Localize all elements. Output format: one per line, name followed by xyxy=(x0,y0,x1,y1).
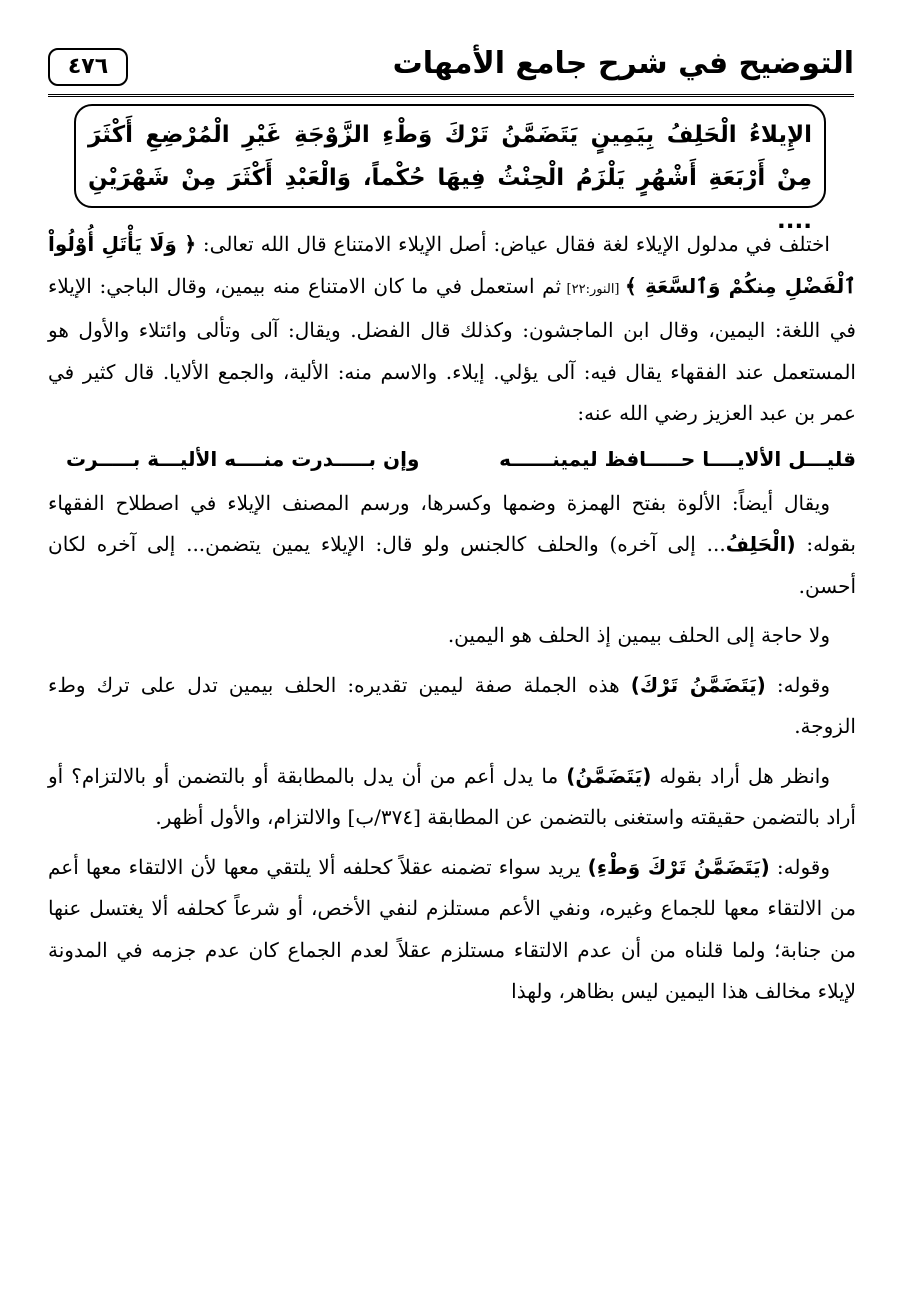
paragraph-2-text-b: ... إلى آخره) والحلف كالجنس ولو قال: الإيلاء يمين يتضمن... إلى آخره لكان أحسن. xyxy=(48,532,856,598)
matn-text: الإِيلاءُ الْحَلِفُ بِيَمِينٍ يَتَضَمَّنُ تَرْكَ وَطْءِ الزَّوْجَةِ غَيْرِ الْمُرْضِعِ أَكْثَرَ مِنْ أَرْبَعَةِ أَشْهُرٍ يَلْزَمُ الْحِنْثُ فِيهَا حُكْماً، وَالْعَبْدِ أَكْثَرَ مِنْ شَهْرَيْنِ .... xyxy=(88,122,812,234)
paragraph-2-quote: (الْحَلِفُ xyxy=(725,532,796,556)
paragraph-2-text-a: ويقال أيضاً: الألوة بفتح الهمزة وضمها وكسرها، ورسم المصنف الإيلاء في اصطلاح الفقهاء بقوله: xyxy=(48,490,856,556)
paragraph-4 xyxy=(48,665,856,748)
paragraph-1-text-a: اختلف في مدلول الإيلاء لغة فقال عياض: أصل الإيلاء الامتناع قال الله تعالى: xyxy=(196,232,830,256)
verse-first-hemistich: قليـــل الألايــــا حـــــافظ ليمينــــــه xyxy=(499,446,856,471)
paragraph-4-text-a: وقوله: xyxy=(765,672,830,697)
paragraph-6-text-b: يريد سواء تضمنه عقلاً كحلفه ألا يلتقي معها لأن الالتقاء معها أعم من الالتقاء معها للجماع وغيره، ونفي الأعم مستلزم لنفي الأخص، أو شرعاً كحلفه ألا يغتسل عنها من جنابة؛ ولما قلناه من أن عدم الالتقاء مستلزم عقلاً لعدم الجماع كان عدم جزمه في المدونة لإيلاء مخالف هذا اليمين ليس بظاهر، ولهذا xyxy=(48,854,856,1003)
paragraph-3: ولا حاجة إلى الحلف بيمين إذ الحلف هو اليمين. xyxy=(447,623,830,647)
matn-box xyxy=(74,104,826,234)
running-title: التوضيح في شرح جامع الأمهات xyxy=(392,46,854,81)
paragraph-4-text-b: هذه الجملة صفة ليمين تقديره: الحلف بيمين تدل على ترك وطء الزوجة. xyxy=(48,672,856,738)
paragraph-6 xyxy=(48,847,856,1013)
paragraph-1 xyxy=(48,224,856,435)
paragraph-5-quote: (يَتَضَمَّنُ) xyxy=(566,763,652,788)
paragraph-6-quote: (يَتَضَمَّنُ تَرْكَ وَطْءِ) xyxy=(587,854,770,879)
page-number: ٤٧٦ xyxy=(48,48,128,86)
paragraph-4-quote: (يَتَضَمَّنُ تَرْكَ) xyxy=(630,672,766,697)
paragraph-1-text-b: ثم استعمل في ما كان الامتناع منه بيمين، وقال الباجي: الإيلاء في اللغة: اليمين، وقال ابن الماجشون: وكذلك قال الفضل. ويقال: آلى وتألى وائتلاء والأول هو المستعمل عند الفقهاء يقال فيه: آلى يؤلي. إيلاء. والاسم منه: الألية، والجمع الألايا. قال كثير في عمر بن عبد العزيز رضي الله عنه: xyxy=(48,273,856,425)
paragraph-5 xyxy=(48,756,856,839)
verse-second-hemistich: وإن بـــــدرت منــــه الأليـــة بـــــرت xyxy=(66,446,420,471)
paragraph-5-text-b: ما يدل أعم من أن يدل بالمطابقة أو بالتضمن أو بالالتزام؟ أو أراد بالتضمن حقيقته واستغنى بالتضمن عن المطابقة [٣٧٤/ب] والالتزام، والأول أظهر. xyxy=(48,763,856,829)
commentary-body xyxy=(48,224,856,1013)
quran-verse: ﴿ وَلَا يَأْتَلِ أُوْلُواْ ٱلْفَضْلِ مِنكُمْ وَٱلسَّعَةِ ﴾ xyxy=(48,232,856,298)
poetry-verse xyxy=(48,437,856,481)
quran-reference: [النور:٢٢] xyxy=(561,281,625,297)
page-header xyxy=(48,40,854,96)
paragraph-2 xyxy=(48,483,856,608)
paragraph-6-text-a: وقوله: xyxy=(769,854,830,879)
header-divider xyxy=(48,94,854,97)
paragraph-5-text-a: وانظر هل أراد بقوله xyxy=(651,763,831,788)
